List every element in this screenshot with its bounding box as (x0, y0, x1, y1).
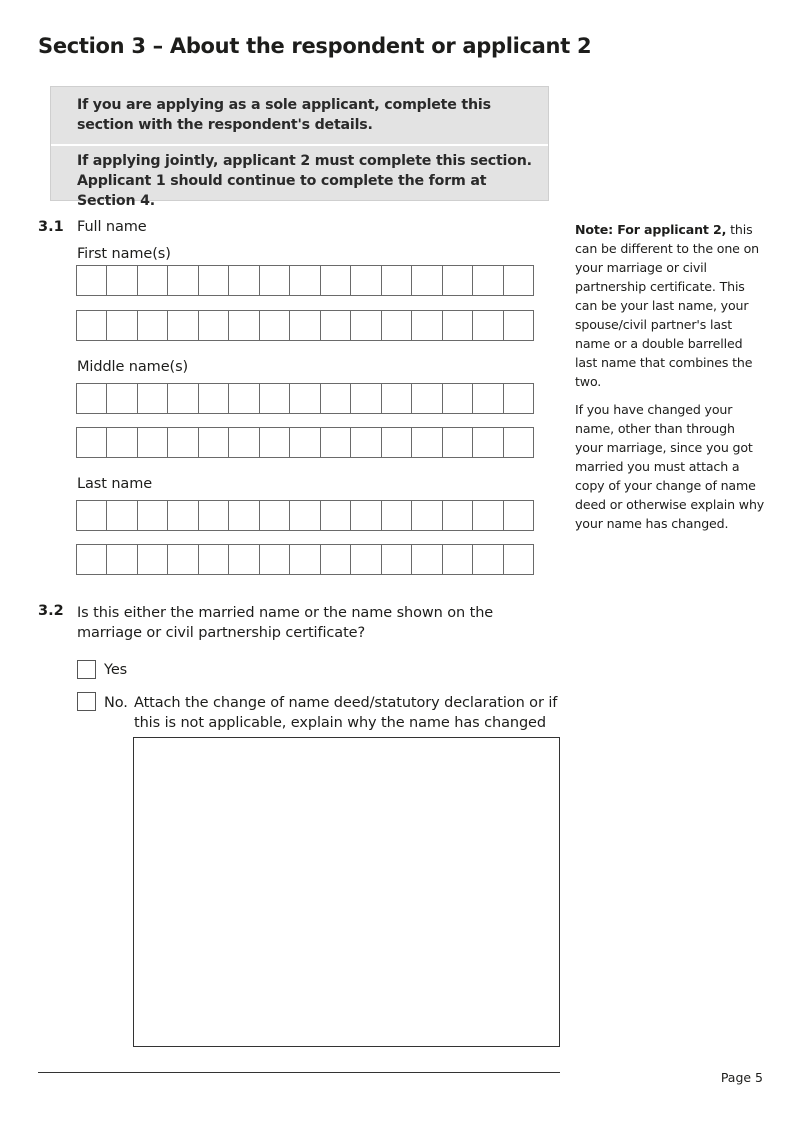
letter-box[interactable] (443, 545, 473, 574)
letter-box[interactable] (473, 311, 503, 340)
letter-box[interactable] (382, 428, 412, 457)
letter-box[interactable] (473, 428, 503, 457)
letter-box[interactable] (382, 501, 412, 530)
letter-box[interactable] (199, 384, 229, 413)
letter-box[interactable] (77, 545, 107, 574)
question-number-3-2: 3.2 (38, 603, 64, 619)
letter-box[interactable] (473, 545, 503, 574)
letter-box[interactable] (290, 384, 320, 413)
letter-box[interactable] (443, 384, 473, 413)
letter-box[interactable] (473, 501, 503, 530)
side-note-paragraph-1-text: this can be different to the one on your marriage or civil partnership certificate. This can be your last name, your spouse/civil partner's last name or a double barrelled last name that combines the two. (575, 222, 759, 389)
letter-box[interactable] (260, 384, 290, 413)
side-note-paragraph-1 (575, 220, 765, 391)
question-number-3-1: 3.1 (38, 219, 64, 235)
letter-box[interactable] (290, 428, 320, 457)
no-checkbox[interactable] (77, 692, 96, 711)
letter-box[interactable] (504, 501, 533, 530)
letter-box[interactable] (138, 266, 168, 295)
letter-box[interactable] (229, 428, 259, 457)
letter-box[interactable] (290, 501, 320, 530)
first-names-input-row-1[interactable] (76, 265, 534, 296)
letter-box[interactable] (199, 545, 229, 574)
letter-box[interactable] (107, 266, 137, 295)
letter-box[interactable] (229, 545, 259, 574)
letter-box[interactable] (138, 384, 168, 413)
yes-option-label: Yes (104, 662, 128, 678)
letter-box[interactable] (77, 428, 107, 457)
letter-box[interactable] (107, 545, 137, 574)
letter-box[interactable] (443, 428, 473, 457)
first-names-input-row-2[interactable] (76, 310, 534, 341)
letter-box[interactable] (260, 311, 290, 340)
last-name-label: Last name (77, 476, 153, 492)
middle-names-input-row-2[interactable] (76, 427, 534, 458)
info-box (50, 86, 549, 209)
letter-box[interactable] (473, 266, 503, 295)
letter-box[interactable] (443, 501, 473, 530)
letter-box[interactable] (504, 428, 533, 457)
section-title: Section 3 – About the respondent or applicant 2 (38, 34, 592, 58)
letter-box[interactable] (229, 311, 259, 340)
letter-box[interactable] (168, 266, 198, 295)
last-name-input-row-2[interactable] (76, 544, 534, 575)
letter-box[interactable] (351, 384, 381, 413)
name-change-explanation-textarea[interactable] (133, 737, 560, 1047)
yes-checkbox[interactable] (77, 660, 96, 679)
letter-box[interactable] (321, 545, 351, 574)
letter-box[interactable] (260, 428, 290, 457)
letter-box[interactable] (107, 311, 137, 340)
letter-box[interactable] (199, 311, 229, 340)
footer-rule (38, 1072, 560, 1073)
letter-box[interactable] (107, 384, 137, 413)
letter-box[interactable] (412, 428, 442, 457)
letter-box[interactable] (290, 266, 320, 295)
letter-box[interactable] (138, 501, 168, 530)
letter-box[interactable] (321, 384, 351, 413)
letter-box[interactable] (260, 545, 290, 574)
letter-box[interactable] (412, 311, 442, 340)
no-option-prefix: No. (104, 695, 128, 711)
letter-box[interactable] (168, 501, 198, 530)
letter-box[interactable] (351, 501, 381, 530)
letter-box[interactable] (260, 501, 290, 530)
letter-box[interactable] (229, 501, 259, 530)
letter-box[interactable] (77, 501, 107, 530)
letter-box[interactable] (107, 501, 137, 530)
letter-box[interactable] (504, 384, 533, 413)
letter-box[interactable] (229, 384, 259, 413)
side-note-bold-lead: Note: For applicant 2, (575, 222, 727, 237)
letter-box[interactable] (229, 266, 259, 295)
letter-box[interactable] (412, 384, 442, 413)
letter-box[interactable] (443, 266, 473, 295)
info-paragraph-joint: If applying jointly, applicant 2 must complete this section. Applicant 1 should continue to complete the form at Section 4. (77, 153, 532, 209)
letter-box[interactable] (138, 545, 168, 574)
letter-box[interactable] (504, 311, 533, 340)
letter-box[interactable] (77, 384, 107, 413)
letter-box[interactable] (199, 428, 229, 457)
letter-box[interactable] (290, 311, 320, 340)
question-3-2-text: Is this either the married name or the name shown on the marriage or civil partnership certificate? (77, 605, 494, 641)
letter-box[interactable] (168, 384, 198, 413)
letter-box[interactable] (138, 428, 168, 457)
letter-box[interactable] (504, 545, 533, 574)
letter-box[interactable] (290, 545, 320, 574)
letter-box[interactable] (321, 266, 351, 295)
letter-box[interactable] (412, 545, 442, 574)
letter-box[interactable] (199, 266, 229, 295)
letter-box[interactable] (382, 384, 412, 413)
letter-box[interactable] (382, 545, 412, 574)
letter-box[interactable] (107, 428, 137, 457)
letter-box[interactable] (443, 311, 473, 340)
letter-box[interactable] (412, 501, 442, 530)
letter-box[interactable] (473, 384, 503, 413)
no-option-text: Attach the change of name deed/statutory declaration or if this is not applicable, explain why the name has changed (134, 695, 558, 731)
letter-box[interactable] (321, 311, 351, 340)
letter-box[interactable] (351, 266, 381, 295)
first-names-label: First name(s) (77, 246, 171, 262)
letter-box[interactable] (168, 428, 198, 457)
letter-box[interactable] (168, 545, 198, 574)
info-paragraph-sole: If you are applying as a sole applicant, complete this section with the respondent's details. (77, 97, 491, 133)
letter-box[interactable] (351, 311, 381, 340)
last-name-input-row-1[interactable] (76, 500, 534, 531)
letter-box[interactable] (168, 311, 198, 340)
middle-names-label: Middle name(s) (77, 359, 189, 375)
full-name-label: Full name (77, 219, 147, 235)
info-divider (51, 144, 548, 146)
letter-box[interactable] (199, 501, 229, 530)
letter-box[interactable] (382, 311, 412, 340)
letter-box[interactable] (260, 266, 290, 295)
letter-box[interactable] (138, 311, 168, 340)
letter-box[interactable] (412, 266, 442, 295)
letter-box[interactable] (77, 266, 107, 295)
letter-box[interactable] (77, 311, 107, 340)
letter-box[interactable] (504, 266, 533, 295)
middle-names-input-row-1[interactable] (76, 383, 534, 414)
letter-box[interactable] (351, 428, 381, 457)
letter-box[interactable] (382, 266, 412, 295)
side-note-paragraph-2: If you have changed your name, other than through your marriage, since you got married you must attach a copy of your change of name deed or otherwise explain why your name has changed. (575, 402, 765, 531)
page-number: Page 5 (720, 1070, 763, 1085)
letter-box[interactable] (321, 428, 351, 457)
letter-box[interactable] (321, 501, 351, 530)
letter-box[interactable] (351, 545, 381, 574)
